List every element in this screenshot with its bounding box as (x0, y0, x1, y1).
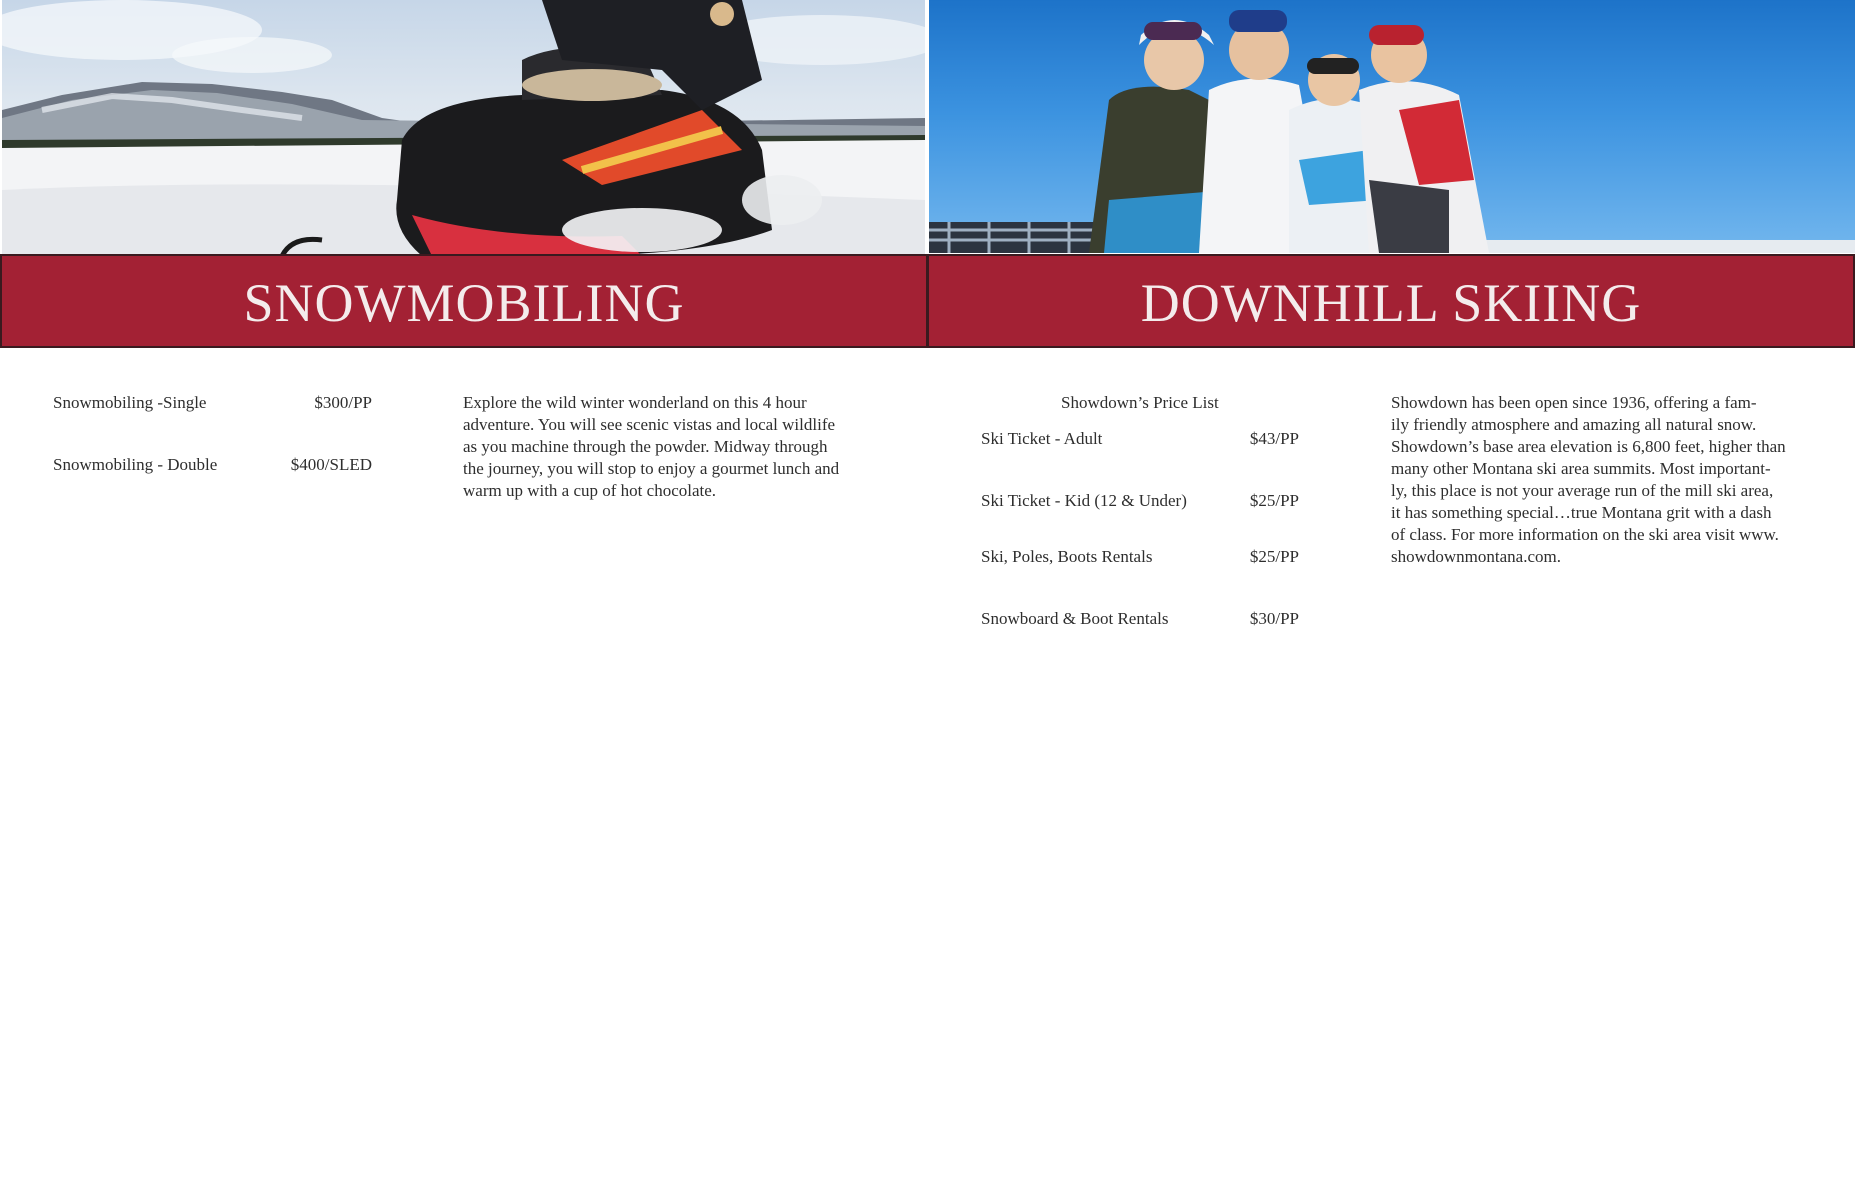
price-value: $300/PP (314, 393, 372, 412)
description-line: Explore the wild winter wonderland on this 4 hour (463, 393, 807, 412)
description-line: ily friendly atmosphere and amazing all natural snow. (1391, 415, 1757, 434)
price-value: $25/PP (1249, 547, 1299, 566)
description-line: adventure. You will see scenic vistas and local wildlife (463, 415, 836, 434)
price-item: Snowmobiling - Double (53, 455, 218, 474)
downhill-skiing-title: DOWNHILL SKIING (1140, 273, 1642, 333)
price-list-heading: Showdown’s Price List (1061, 393, 1219, 412)
snowmobiling-title: SNOWMOBILING (243, 273, 685, 333)
price-item: Snowmobiling -Single (53, 393, 207, 412)
description-line: many other Montana ski area summits. Most important- (1391, 459, 1771, 478)
price-item: Snowboard & Boot Rentals (981, 609, 1169, 628)
description-line: showdownmontana.com. (1391, 547, 1561, 566)
snowmobile-photo (2, 0, 925, 256)
price-value: $25/PP (1249, 491, 1299, 510)
description-line: ly, this place is not your average run of the mill ski area, (1391, 481, 1774, 500)
description-line: Showdown’s base area elevation is 6,800 feet, higher than (1391, 437, 1786, 456)
price-value: $30/PP (1249, 609, 1299, 628)
description-line: the journey, you will stop to enjoy a gourmet lunch and (463, 459, 840, 478)
price-item: Ski Ticket - Adult (981, 429, 1103, 448)
price-item: Ski, Poles, Boots Rentals (981, 547, 1153, 566)
downhill-skiing-description (1391, 392, 1831, 568)
description-line: warm up with a cup of hot chocolate. (463, 481, 717, 500)
description-line: it has something special…true Montana grit with a dash (1391, 503, 1772, 522)
description-line: Showdown has been open since 1936, offering a fam- (1391, 393, 1757, 412)
description-line: of class. For more information on the ski area visit www. (1391, 525, 1779, 544)
snowmobiling-banner (0, 254, 928, 348)
downhill-skiing-banner (927, 254, 1855, 348)
price-value: $400/SLED (290, 455, 372, 474)
snowmobiling-description (463, 392, 883, 502)
price-value: $43/PP (1249, 429, 1299, 448)
description-line: as you machine through the powder. Midway through (463, 437, 828, 456)
skiers-photo (929, 0, 1855, 253)
price-item: Ski Ticket - Kid (12 & Under) (981, 491, 1187, 510)
